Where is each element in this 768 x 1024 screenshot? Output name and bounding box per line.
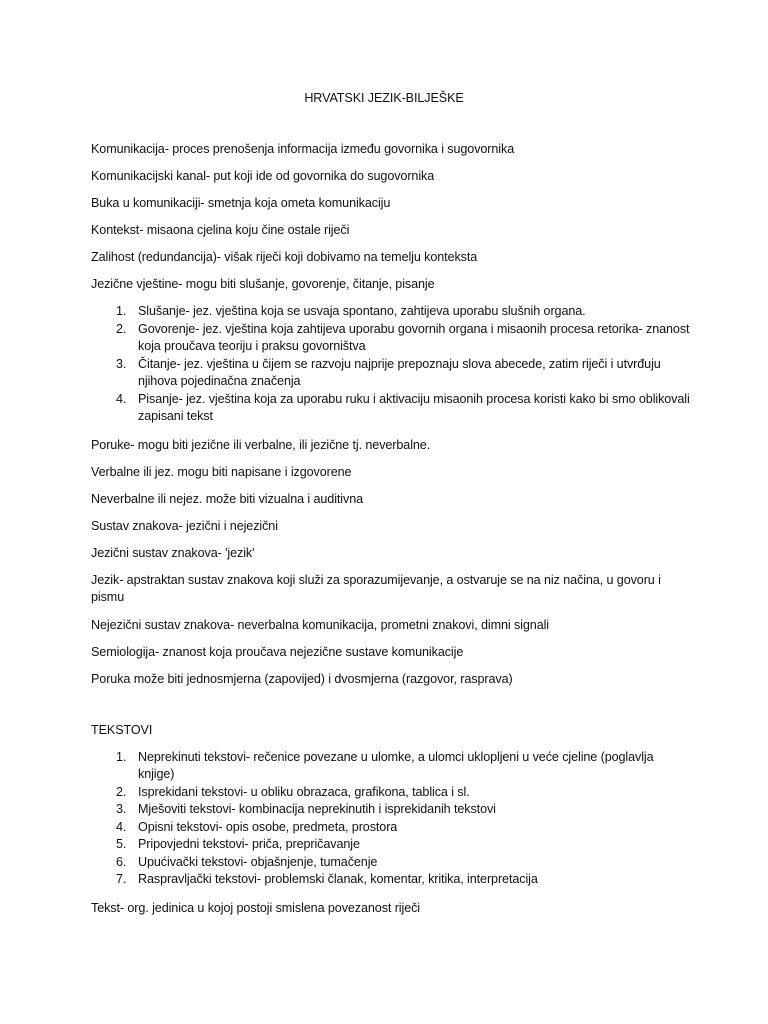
list-number: 1. (116, 304, 127, 318)
paragraph-jezicne-vjestine: Jezične vještine- mogu biti slušanje, govorenje, čitanje, pisanje (91, 277, 435, 291)
list-item (91, 356, 691, 391)
paragraph-neverbalne: Neverbalne ili nejez. može biti vizualna i auditivna (91, 491, 364, 506)
list-item-text: Opisni tekstovi- opis osobe, predmeta, prostora (138, 819, 398, 834)
paragraph-poruke: Poruke- mogu biti jezične ili verbalne, ili jezične tj. neverbalne. (91, 437, 431, 452)
list-item-text: Raspravljački tekstovi- problemski članak, komentar, kritika, interpretacija (138, 872, 538, 886)
list-item-text: Upućivački tekstovi- objašnjenje, tumačenje (138, 854, 378, 869)
list-item (91, 749, 691, 784)
document-body (91, 141, 691, 927)
list-item-text: Slušanje- jez. vještina koja se usvaja spontano, zahtijeva uporabu slušnih organa. (138, 304, 586, 318)
paragraph-komunikacijski-kanal: Komunikacijski kanal- put koji ide od govornika do sugovornika (91, 169, 435, 183)
list-item-text: Neprekinuti tekstovi- rečenice povezane u ulomke, a ulomci uklopljeni u veće cjeline (poglavlja knjige) (138, 749, 654, 781)
list-item-text: Pisanje- jez. vještina koja za uporabu ruku i aktivaciju misaonih procesa koristi kako bi smo oblikovali zapisani tekst (138, 391, 690, 423)
list-number: 7. (116, 872, 127, 886)
list-item-text: Govorenje- jez. vještina koja zahtijeva uporabu govornih organa i misaonih procesa retorika- znanost koja proučava teoriju i praksu govorništva (138, 321, 690, 353)
list-item (91, 321, 691, 356)
list-item-text: Pripovjedni tekstovi- priča, prepričavanje (138, 837, 360, 851)
paragraph-nejezicni-sustav: Nejezični sustav znakova- neverbalna komunikacija, prometni znakovi, dimni signali (91, 617, 549, 632)
list-number: 6. (116, 854, 127, 869)
list-number: 1. (116, 749, 127, 764)
list-number: 2. (116, 321, 127, 336)
skills-list (91, 303, 691, 426)
list-item (91, 819, 691, 837)
list-item (91, 303, 691, 321)
list-number: 2. (116, 784, 127, 799)
texts-list (91, 749, 691, 889)
document-title: HRVATSKI JEZIK-BILJEŠKE (304, 91, 464, 105)
list-number: 3. (116, 802, 127, 816)
paragraph-verbalne: Verbalne ili jez. mogu biti napisane i izgovorene (91, 464, 352, 479)
list-item (91, 784, 691, 802)
list-item (91, 854, 691, 872)
list-number: 5. (116, 837, 127, 851)
paragraph-buka: Buka u komunikaciji- smetnja koja ometa komunikaciju (91, 196, 391, 210)
paragraph-kontekst: Kontekst- misaona cjelina koju čine ostale riječi (91, 223, 350, 237)
list-number: 4. (116, 819, 127, 834)
paragraph-semiologija: Semiologija- znanost koja proučava nejezične sustave komunikacije (91, 644, 464, 659)
paragraph-jezicni-sustav: Jezični sustav znakova- 'jezik' (91, 545, 255, 560)
list-item-text: Mješoviti tekstovi- kombinacija neprekinutih i isprekidanih tekstovi (138, 802, 496, 816)
paragraph-jezik: Jezik- apstraktan sustav znakova koji služi za sporazumijevanje, a ostvaruje se na niz načina, u govoru i pismu (91, 572, 661, 604)
list-item-text: Čitanje- jez. vještina u čijem se razvoju najprije prepoznaju slova abecede, zatim riječi i utvrđuju njihova pojedinačna značenja (138, 356, 661, 388)
list-item (91, 871, 691, 889)
paragraph-tekst: Tekst- org. jedinica u kojoj postoji smislena povezanost riječi (91, 900, 420, 915)
list-number: 4. (116, 391, 127, 406)
section-heading-tekstovi: TEKSTOVI (91, 722, 153, 737)
list-item-text: Isprekidani tekstovi- u obliku obrazaca, grafikona, tablica i sl. (138, 784, 470, 799)
paragraph-poruka: Poruka može biti jednosmjerna (zapovijed) i dvosmjerna (razgovor, rasprava) (91, 671, 513, 686)
list-number: 3. (116, 356, 127, 371)
list-item (91, 801, 691, 819)
list-item (91, 836, 691, 854)
paragraph-komunikacija: Komunikacija- proces prenošenja informacija između govornika i sugovornika (91, 142, 515, 156)
paragraph-zalihost: Zalihost (redundancija)- višak riječi koji dobivamo na temelju konteksta (91, 250, 478, 264)
paragraph-sustav-znakova: Sustav znakova- jezični i nejezični (91, 518, 278, 533)
list-item (91, 391, 691, 426)
